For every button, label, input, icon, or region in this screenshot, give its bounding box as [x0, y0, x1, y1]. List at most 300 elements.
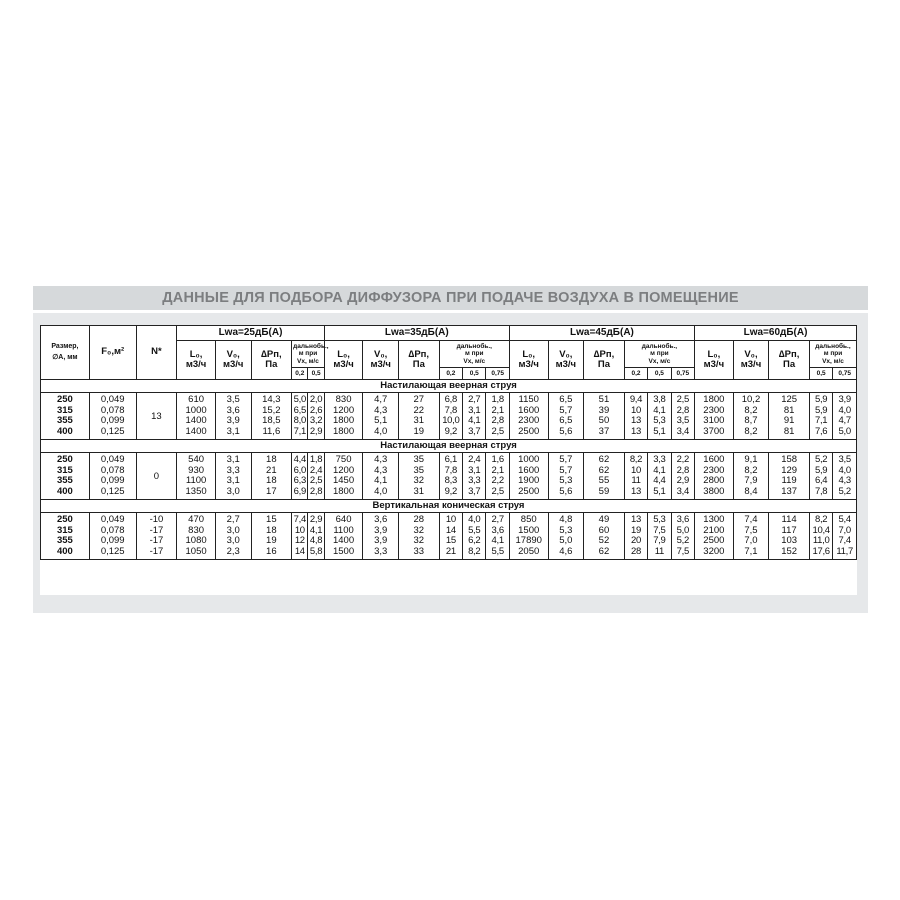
l0-cell: 2500	[509, 427, 548, 440]
v0-cell: 3,1	[215, 453, 251, 466]
l0-cell: 830	[324, 393, 363, 406]
l0-cell: 1800	[324, 416, 363, 427]
l0-cell: 2500	[695, 536, 734, 547]
v0-cell: 4,6	[548, 547, 584, 560]
dp-cell: 32	[398, 476, 439, 487]
range-cell: 1,8	[309, 454, 323, 465]
dp-cell: 52	[584, 536, 625, 547]
l0-cell: 610	[177, 393, 216, 406]
l0-cell: 1000	[177, 406, 216, 417]
range-cell: 3,6	[486, 526, 509, 537]
size-cell: 315	[41, 526, 90, 537]
section-title: Настилающая веерная струя	[41, 380, 857, 393]
table-row	[41, 453, 857, 466]
range-cell: 11	[648, 547, 671, 560]
header-vx: 0,5	[463, 368, 486, 380]
range-cell: 8,0	[293, 415, 306, 426]
v0-cell: 10,2	[733, 393, 769, 406]
v0-cell: 7,0	[733, 536, 769, 547]
header-dp: ∆Pп, Па	[584, 341, 625, 380]
v0-cell: 4,3	[363, 466, 399, 477]
v0-cell: 5,3	[548, 476, 584, 487]
l0-cell: 1080	[177, 536, 216, 547]
range-cell: 10,0	[439, 416, 462, 427]
range-cell: 2,1	[486, 406, 509, 417]
dp-cell: 55	[584, 476, 625, 487]
table-row	[41, 536, 857, 547]
range-cell: 2,8	[671, 466, 694, 477]
range-cell: 5,0	[293, 394, 306, 405]
range-cell: 3,1	[463, 466, 486, 477]
size-cell: 355	[41, 536, 90, 547]
range-cell: 6,2	[463, 536, 486, 547]
l0-cell: 3800	[695, 487, 734, 500]
range-cell: 5,5	[486, 547, 509, 560]
header-vx: 0,75	[486, 368, 509, 380]
v0-cell: 8,2	[733, 466, 769, 477]
range-cell: 7,1	[292, 427, 308, 440]
v0-cell: 3,0	[215, 487, 251, 500]
v0-cell: 6,5	[548, 393, 584, 406]
range-cell: 4,0	[463, 513, 486, 526]
range-cell: 2,5	[309, 475, 323, 486]
v0-cell: 5,3	[548, 526, 584, 537]
v0-cell: 8,7	[733, 416, 769, 427]
header-vx: 0,2	[439, 368, 462, 380]
v0-cell: 3,1	[215, 476, 251, 487]
l0-cell: 850	[509, 513, 548, 526]
dp-cell: 19	[398, 427, 439, 440]
n-cell: -17	[136, 526, 177, 537]
range-cell: 2,5	[486, 487, 509, 500]
header-lwa45: Lwa=45дБ(A)	[509, 326, 694, 341]
range-cell: 10,4	[809, 526, 832, 537]
range-cell: 7,5	[648, 526, 671, 537]
dp-cell: 91	[769, 416, 810, 427]
f0-cell: 0,099	[89, 476, 136, 487]
size-cell: 250	[41, 453, 90, 466]
range-cell: 6,1	[439, 453, 462, 466]
dp-cell: 103	[769, 536, 810, 547]
f0-cell: 0,125	[89, 547, 136, 560]
range-cell: 3,3	[648, 453, 671, 466]
n-cell: -17	[136, 547, 177, 560]
l0-cell: 1500	[324, 547, 363, 560]
header-dp: ∆Pп, Па	[251, 341, 292, 380]
range-cell: 7,6	[809, 427, 832, 440]
range-cell: 4,7	[833, 416, 857, 427]
l0-cell: 2800	[695, 476, 734, 487]
l0-cell: 750	[324, 453, 363, 466]
range-cell: 14	[439, 526, 462, 537]
dp-cell: 32	[398, 536, 439, 547]
v0-cell: 6,5	[548, 416, 584, 427]
size-cell: 315	[41, 466, 90, 477]
section-title: Настилающая веерная струя	[41, 440, 857, 453]
v0-cell: 5,0	[548, 536, 584, 547]
range-cell: 9,2	[439, 487, 462, 500]
dp-cell: 11,6	[251, 427, 292, 440]
range-cell: 5,2	[671, 536, 694, 547]
range-cell: 5,4	[833, 513, 857, 526]
dp-cell: 28	[398, 513, 439, 526]
l0-cell: 1450	[324, 476, 363, 487]
table-header	[41, 326, 857, 380]
header-n: N*	[136, 326, 177, 380]
header-vx: 0,5	[308, 368, 324, 380]
range-cell: 2,9	[671, 476, 694, 487]
range-cell: 20	[624, 536, 647, 547]
dp-cell: 35	[398, 453, 439, 466]
l0-cell: 2300	[695, 406, 734, 417]
range-cell: 10	[439, 513, 462, 526]
n-cell: 13	[136, 393, 177, 440]
l0-cell: 2100	[695, 526, 734, 537]
v0-cell: 7,9	[733, 476, 769, 487]
size-cell: 315	[41, 406, 90, 417]
dp-cell: 18,5	[251, 416, 292, 427]
v0-cell: 3,9	[215, 416, 251, 427]
n-cell: -10	[136, 513, 177, 526]
page-title: ДАННЫЕ ДЛЯ ПОДБОРА ДИФФУЗОРА ПРИ ПОДАЧЕ ВОЗДУХА В ПОМЕЩЕНИЕ	[33, 286, 868, 310]
range-cell: 3,7	[463, 487, 486, 500]
dp-cell: 21	[251, 466, 292, 477]
l0-cell: 1400	[177, 427, 216, 440]
range-cell: 7,0	[833, 526, 857, 537]
range-cell: 7,4	[833, 536, 857, 547]
l0-cell: 1300	[695, 513, 734, 526]
dp-cell: 15	[251, 513, 292, 526]
range-cell: 5,1	[648, 487, 671, 500]
range-cell: 17,6	[809, 547, 832, 560]
range-cell: 13	[624, 427, 647, 440]
range-cell: 13	[624, 416, 647, 427]
table-body	[41, 380, 857, 560]
dp-cell: 22	[398, 406, 439, 417]
range-cell: 5,9	[809, 393, 832, 406]
range-cell: 7,8	[439, 406, 462, 417]
v0-cell: 3,6	[215, 406, 251, 417]
range-cell: 1,8	[486, 393, 509, 406]
dp-cell: 49	[584, 513, 625, 526]
range-cell: 2,2	[486, 476, 509, 487]
l0-cell: 1400	[324, 536, 363, 547]
l0-cell: 1350	[177, 487, 216, 500]
l0-cell: 1400	[177, 416, 216, 427]
header-lwa35: Lwa=35дБ(A)	[324, 326, 509, 341]
dp-cell: 18	[251, 526, 292, 537]
range-cell: 3,1	[463, 406, 486, 417]
range-cell: 2,8	[308, 487, 324, 500]
header-vx: 0,75	[833, 368, 857, 380]
range-cell: 6,9	[292, 487, 308, 500]
dp-cell: 62	[584, 453, 625, 466]
range-cell: 2,0	[309, 394, 323, 405]
l0-cell: 1600	[509, 406, 548, 417]
dp-cell: 125	[769, 393, 810, 406]
range-cell: 4,0	[833, 466, 857, 477]
range-cell: 2,7	[486, 513, 509, 526]
l0-cell: 3700	[695, 427, 734, 440]
header-l0: L₀, м3/ч	[177, 341, 216, 380]
range-cell: 2,7	[463, 393, 486, 406]
dp-cell: 81	[769, 427, 810, 440]
dp-cell: 35	[398, 466, 439, 477]
size-cell: 355	[41, 476, 90, 487]
v0-cell: 7,1	[733, 547, 769, 560]
range-cell: 13	[624, 487, 647, 500]
v0-cell: 3,3	[363, 547, 399, 560]
range-cell: 12	[292, 536, 308, 547]
f0-cell: 0,099	[89, 536, 136, 547]
dp-cell: 117	[769, 526, 810, 537]
section-row	[41, 500, 857, 513]
header-vx: 0,2	[624, 368, 647, 380]
n-cell: 0	[136, 453, 177, 500]
size-cell: 250	[41, 393, 90, 406]
l0-cell: 17890	[509, 536, 548, 547]
range-cell: 4,1	[309, 524, 323, 536]
range-cell: 2,8	[671, 406, 694, 417]
header-vx: 0,5	[809, 368, 832, 380]
range-cell: 10	[292, 526, 308, 537]
v0-cell: 5,6	[548, 427, 584, 440]
range-cell: 7,8	[809, 487, 832, 500]
dp-cell: 119	[769, 476, 810, 487]
v0-cell: 4,1	[363, 476, 399, 487]
dp-cell: 33	[398, 547, 439, 560]
dp-cell: 60	[584, 526, 625, 537]
l0-cell: 1600	[509, 466, 548, 477]
v0-cell: 5,1	[363, 416, 399, 427]
dp-cell: 158	[769, 453, 810, 466]
header-vx: 0,5	[648, 368, 671, 380]
table-row	[41, 547, 857, 560]
size-cell: 400	[41, 487, 90, 500]
range-cell: 6,5	[293, 404, 306, 416]
range-cell: 11	[624, 476, 647, 487]
range-cell: 28	[624, 547, 647, 560]
l0-cell: 1100	[324, 526, 363, 537]
v0-cell: 4,8	[548, 513, 584, 526]
range-cell: 7,5	[671, 547, 694, 560]
v0-cell: 4,0	[363, 487, 399, 500]
range-cell: 3,9	[833, 393, 857, 406]
l0-cell: 2300	[509, 416, 548, 427]
dp-cell: 18	[251, 476, 292, 487]
range-cell: 4,4	[293, 454, 306, 465]
header-v0: V₀, м3/ч	[733, 341, 769, 380]
l0-cell: 640	[324, 513, 363, 526]
range-cell: 2,4	[463, 453, 486, 466]
range-cell: 13	[624, 513, 647, 526]
range-cell: 8,2	[809, 513, 832, 526]
v0-cell: 4,0	[363, 427, 399, 440]
dp-cell: 59	[584, 487, 625, 500]
dp-cell: 114	[769, 513, 810, 526]
v0-cell: 3,9	[363, 536, 399, 547]
range-cell: 3,3	[463, 476, 486, 487]
range-cell: 5,0	[833, 427, 857, 440]
dp-cell: 31	[398, 416, 439, 427]
range-cell: 3,4	[671, 427, 694, 440]
l0-cell: 1200	[324, 466, 363, 477]
range-cell: 2,6	[309, 404, 323, 416]
header-f0: F₀,м²	[89, 326, 136, 380]
range-cell: 5,2	[809, 453, 832, 466]
l0-cell: 2050	[509, 547, 548, 560]
range-cell: 5,0	[671, 526, 694, 537]
v0-cell: 4,7	[363, 393, 399, 406]
range-cell: 2,5	[671, 393, 694, 406]
size-cell: 250	[41, 513, 90, 526]
range-cell: 11,7	[833, 547, 857, 560]
f0-cell: 0,125	[89, 487, 136, 500]
range-cell: 2,9	[309, 514, 323, 525]
v0-cell: 2,3	[215, 547, 251, 560]
header-lwa60: Lwa=60дБ(A)	[695, 326, 857, 341]
dp-cell: 15,2	[251, 406, 292, 417]
range-cell: 3,8	[648, 393, 671, 406]
v0-cell: 3,3	[215, 466, 251, 477]
range-cell: 10	[624, 406, 647, 417]
dp-cell: 27	[398, 393, 439, 406]
f0-cell: 0,078	[89, 406, 136, 417]
header-v0: V₀, м3/ч	[548, 341, 584, 380]
diffuser-data-table	[40, 325, 857, 560]
range-cell: 5,9	[809, 406, 832, 417]
range-cell: 15	[439, 536, 462, 547]
dp-cell: 137	[769, 487, 810, 500]
header-range: дальнобь., м при Vx, м/с	[809, 341, 856, 368]
v0-cell: 5,7	[548, 466, 584, 477]
dp-cell: 32	[398, 526, 439, 537]
header-lwa25: Lwa=25дБ(A)	[177, 326, 324, 341]
range-cell: 3,5	[833, 453, 857, 466]
l0-cell: 830	[177, 526, 216, 537]
l0-cell: 1050	[177, 547, 216, 560]
f0-cell: 0,049	[89, 393, 136, 406]
header-v0: V₀, м3/ч	[363, 341, 399, 380]
table-row	[41, 393, 857, 406]
range-cell: 4,8	[309, 535, 323, 546]
l0-cell: 1150	[509, 393, 548, 406]
dp-cell: 19	[251, 536, 292, 547]
l0-cell: 540	[177, 453, 216, 466]
range-cell: 4,1	[648, 466, 671, 477]
section-row	[41, 440, 857, 453]
range-cell: 1,6	[486, 453, 509, 466]
section-row	[41, 380, 857, 393]
range-cell: 8,3	[439, 476, 462, 487]
range-cell: 4,1	[463, 416, 486, 427]
f0-cell: 0,049	[89, 513, 136, 526]
l0-cell: 1100	[177, 476, 216, 487]
range-cell: 8,2	[624, 453, 647, 466]
dp-cell: 152	[769, 547, 810, 560]
v0-cell: 2,7	[215, 513, 251, 526]
v0-cell: 3,0	[215, 526, 251, 537]
dp-cell: 50	[584, 416, 625, 427]
header-v0: V₀, м3/ч	[215, 341, 251, 380]
header-size: Размер, ∅A, мм	[41, 326, 90, 380]
l0-cell: 2300	[695, 466, 734, 477]
range-cell: 3,2	[309, 415, 323, 426]
range-cell: 11,0	[809, 536, 832, 547]
v0-cell: 3,1	[215, 427, 251, 440]
dp-cell: 17	[251, 487, 292, 500]
range-cell: 6,3	[293, 475, 306, 486]
size-cell: 400	[41, 547, 90, 560]
dp-cell: 62	[584, 466, 625, 477]
range-cell: 4,3	[833, 476, 857, 487]
header-vx: 0,75	[671, 368, 694, 380]
range-cell: 2,1	[486, 466, 509, 477]
v0-cell: 8,2	[733, 427, 769, 440]
header-range: дальнобь., м при Vx, м/с	[624, 341, 694, 368]
dp-cell: 37	[584, 427, 625, 440]
dp-cell: 18	[251, 453, 292, 466]
l0-cell: 1800	[324, 487, 363, 500]
range-cell: 4,1	[486, 536, 509, 547]
v0-cell: 4,3	[363, 406, 399, 417]
range-cell: 2,5	[486, 427, 509, 440]
header-range: дальнобь., м при Vx, м/с	[439, 341, 509, 368]
range-cell: 6,0	[293, 464, 306, 476]
range-cell: 5,3	[648, 513, 671, 526]
v0-cell: 7,5	[733, 526, 769, 537]
l0-cell: 1900	[509, 476, 548, 487]
range-cell: 8,2	[463, 547, 486, 560]
range-cell: 21	[439, 547, 462, 560]
range-cell: 3,5	[671, 416, 694, 427]
dp-cell: 81	[769, 406, 810, 417]
v0-cell: 8,2	[733, 406, 769, 417]
l0-cell: 470	[177, 513, 216, 526]
range-cell: 7,1	[809, 416, 832, 427]
range-cell: 2,8	[486, 416, 509, 427]
range-cell: 9,2	[439, 427, 462, 440]
table-row	[41, 513, 857, 526]
range-cell: 5,2	[833, 487, 857, 500]
l0-cell: 3100	[695, 416, 734, 427]
range-cell: 4,0	[833, 406, 857, 417]
dp-cell: 129	[769, 466, 810, 477]
size-cell: 400	[41, 427, 90, 440]
range-cell: 5,8	[308, 547, 324, 560]
l0-cell: 1800	[695, 393, 734, 406]
header-vx: 0,2	[292, 368, 308, 380]
n-cell: -17	[136, 536, 177, 547]
range-cell: 7,4	[293, 514, 306, 525]
v0-cell: 8,4	[733, 487, 769, 500]
dp-cell: 14,3	[251, 393, 292, 406]
l0-cell: 1200	[324, 406, 363, 417]
f0-cell: 0,078	[89, 466, 136, 477]
header-dp: ∆Pп, Па	[769, 341, 810, 380]
range-cell: 19	[624, 526, 647, 537]
range-cell: 5,1	[648, 427, 671, 440]
range-cell: 2,9	[308, 427, 324, 440]
range-cell: 6,4	[809, 476, 832, 487]
range-cell: 4,1	[648, 406, 671, 417]
range-cell: 3,4	[671, 487, 694, 500]
v0-cell: 3,0	[215, 536, 251, 547]
dp-cell: 62	[584, 547, 625, 560]
f0-cell: 0,078	[89, 526, 136, 537]
v0-cell: 3,6	[363, 513, 399, 526]
v0-cell: 5,7	[548, 453, 584, 466]
